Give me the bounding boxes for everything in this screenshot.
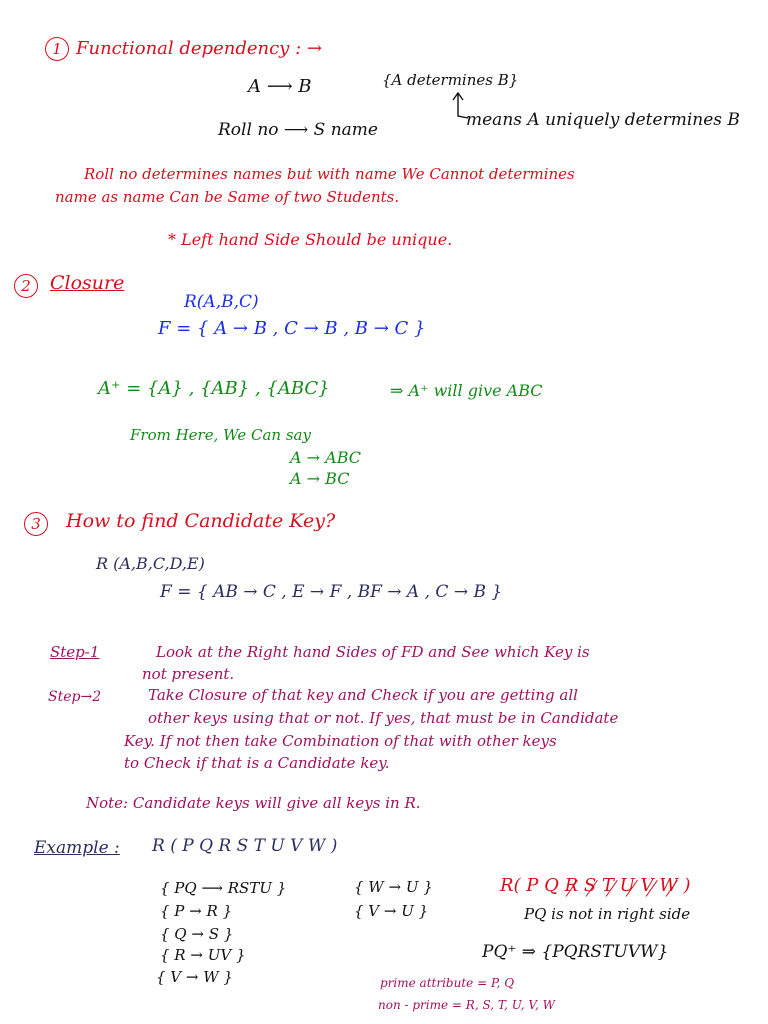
example-fd-1: { PQ ⟶ RSTU } [160, 879, 287, 897]
non-prime-attributes: non - prime = R, S, T, U, V, W [378, 998, 555, 1012]
section-2-number: 2 [14, 274, 38, 298]
candidate-note: Note: Candidate keys will give all keys in R. [86, 794, 421, 812]
step-1-label: Step-1 [50, 643, 100, 661]
example-fd-7: { V → U } [354, 902, 429, 920]
step-2-line-2: other keys using that or not. If yes, that must be in Candidate [148, 709, 619, 727]
example-label: Example : [34, 838, 120, 858]
explanation-line-1: Roll no determines names but with name We Cannot determines [84, 165, 575, 183]
derived-fd-1: A → ABC [290, 448, 361, 467]
section-2-heading: Closure [50, 272, 125, 294]
prime-attributes: prime attribute = P, Q [380, 976, 515, 990]
step-1-line-1: Look at the Right hand Sides of FD and See which Key is [156, 643, 590, 661]
example-fd-6: { W → U } [354, 878, 433, 896]
roll-fd: Roll no ⟶ S name [218, 120, 378, 140]
fd-example: A ⟶ B [248, 76, 312, 97]
example-relation: R ( P Q R S T U V W ) [152, 836, 338, 856]
example-fd-2: { P → R } [160, 902, 233, 920]
closure-result: ⇒ A⁺ will give ABC [390, 381, 543, 400]
pq-closure: PQ⁺ ⇒ {PQRSTUVW} [482, 942, 669, 962]
pq-note: PQ is not in right side [524, 905, 691, 923]
example-fd-4: { R → UV } [160, 946, 246, 964]
lhs-rule: * Left hand Side Should be unique. [168, 230, 453, 249]
step-2-label: Step→2 [48, 689, 102, 705]
explanation-line-2: name as name Can be Same of two Students. [55, 188, 400, 206]
from-here-text: From Here, We Can say [130, 426, 311, 444]
section-1-number: 1 [45, 37, 69, 61]
example-fd-5: { V → W } [156, 968, 233, 986]
candidate-fds: F = { AB → C , E → F , BF → A , C → B } [160, 582, 503, 602]
candidate-relation: R (A,B,C,D,E) [96, 554, 205, 573]
step-2-line-3: Key. If not then take Combination of that with other keys [124, 732, 557, 750]
means-text: means A uniquely determines B [466, 110, 740, 130]
derived-fd-2: A → BC [290, 469, 350, 488]
section-1-heading: Functional dependency : → [76, 38, 322, 59]
closure-relation: R(A,B,C) [184, 292, 259, 312]
closure-computation: A⁺ = {A} , {AB} , {ABC} [98, 378, 330, 399]
fd-note: {A determines B} [382, 71, 519, 89]
step-1-line-2: not present. [142, 665, 235, 683]
step-2-line-1: Take Closure of that key and Check if you are getting all [148, 686, 578, 704]
crossed-relation: R( P Q R S T U V W ) [500, 875, 691, 896]
example-fd-3: { Q → S } [160, 925, 234, 943]
step-2-line-4: to Check if that is a Candidate key. [124, 754, 390, 772]
section-3-number: 3 [24, 512, 48, 536]
section-3-heading: How to find Candidate Key? [66, 510, 336, 532]
closure-fds: F = { A → B , C → B , B → C } [158, 318, 426, 339]
